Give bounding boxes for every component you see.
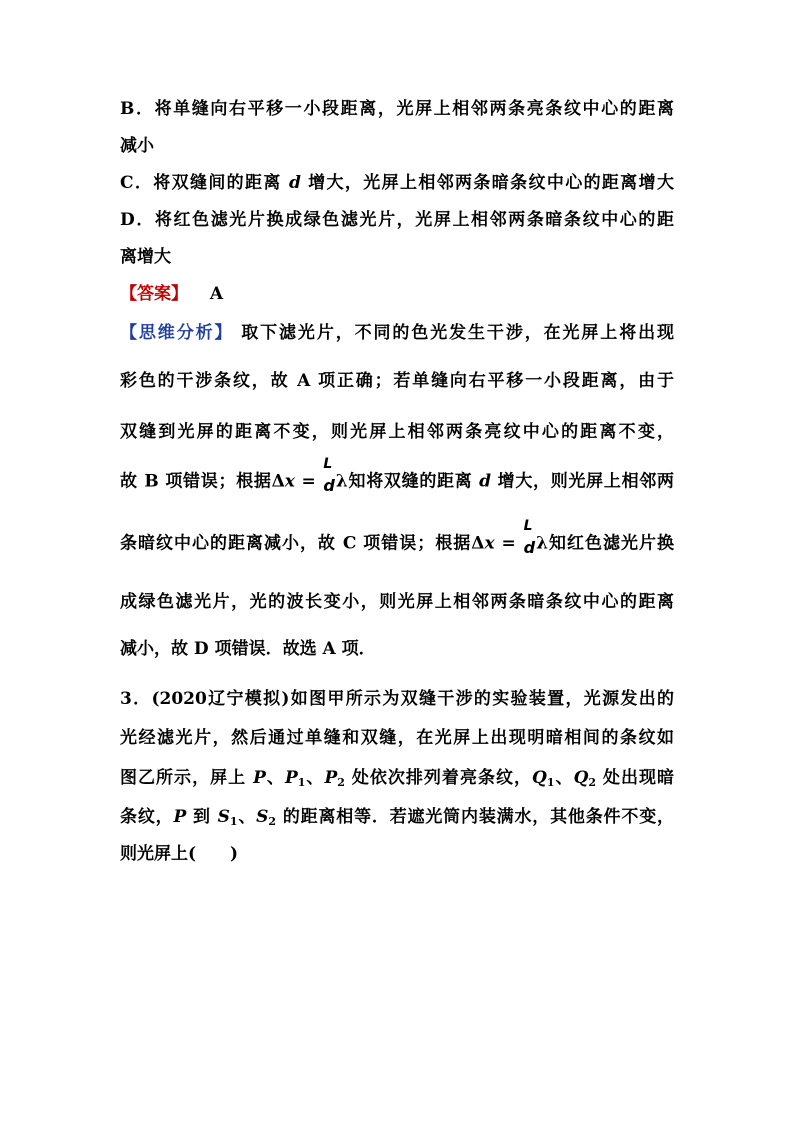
question3-text-3b: 处依次排列着亮条纹， (344, 768, 533, 788)
question3-line1 (120, 688, 674, 710)
question-number: 3．(2020 (120, 689, 207, 709)
subscript-2: 2 (268, 815, 277, 828)
question3-text-1: )如图甲所示为双缝干涉的实验装置，光源发出的 (281, 689, 675, 709)
question3-text-4a: 条纹， (120, 807, 174, 827)
subscript-1: 1 (546, 776, 555, 789)
analysis-line3: 双缝到光屏的距离不变，则光屏上相邻两条亮纹中心的距离不变， (120, 422, 674, 442)
option-d-line2: 离增大 (120, 247, 171, 267)
var-q: Q (532, 768, 547, 788)
question3-line2: 光经滤光片，然后通过单缝和双缝，在光屏上出现明暗相间的条纹如 (120, 728, 674, 748)
analysis-text-4c: 增大，则光屏上相邻两 (490, 471, 674, 492)
var-p: P (284, 768, 298, 788)
fraction-numerator: L (523, 518, 533, 534)
var-d: d (289, 173, 301, 193)
var-d: d (479, 471, 491, 492)
var-p: P (324, 768, 338, 788)
analysis-line6: 成绿色滤光片，光的波长变小，则光屏上相邻两条暗条纹中心的距离 (120, 592, 674, 612)
fraction-denominator: d (323, 476, 335, 495)
analysis-tag: 【思维分析】 (120, 323, 234, 343)
fraction-l-over-d (323, 456, 334, 494)
equals-sign: = (294, 471, 323, 492)
var-s: S (256, 807, 269, 827)
analysis-line1 (120, 322, 674, 344)
question3-text-3a: 图乙所示，屏上 (120, 768, 254, 788)
question3-text-4b: 到 (186, 807, 218, 827)
subscript-1: 1 (297, 776, 306, 789)
option-b-line1: B．将单缝向右平移一小段距离，光屏上相邻两条亮条纹中心的距离 (120, 99, 674, 119)
answer-row (120, 283, 223, 305)
analysis-line7: 减小，故 D 项错误．故选 A 项． (120, 639, 376, 659)
var-p: P (173, 807, 187, 827)
fraction-denominator: d (523, 538, 536, 557)
analysis-line4 (120, 456, 674, 495)
var-s: S (217, 807, 230, 827)
question3-text-4c: 的距离相等．若遮光筒内装满水，其他条件不变， (276, 807, 675, 827)
fraction-l-over-d (524, 518, 535, 556)
analysis-line5 (120, 518, 675, 557)
separator: 、 (305, 768, 325, 788)
question3-line4 (120, 806, 674, 828)
subscript-2: 2 (588, 776, 597, 789)
var-x: x (484, 533, 495, 554)
option-b-line2: 减小 (120, 136, 154, 156)
option-c-text-b: 增大，光屏上相邻两条暗条纹中心的距离增大 (300, 173, 674, 193)
analysis-text-4b: λ知将双缝的距离 (335, 471, 480, 492)
source-tag: 辽宁模拟 (206, 689, 282, 709)
separator: 、 (554, 768, 574, 788)
answer-value: A (209, 284, 224, 304)
analysis-line2: 彩色的干涉条纹，故 A 项正确；若单缝向右平移一小段距离，由于 (120, 371, 674, 391)
separator: 、 (237, 807, 257, 827)
option-c (120, 172, 674, 194)
equals-sign: = (494, 533, 523, 554)
analysis-text-4a: 故 B 项错误；根据Δ (120, 471, 285, 492)
option-c-text-a: C．将双缝间的距离 (120, 173, 290, 193)
var-q: Q (573, 768, 589, 788)
question3-line5: 则光屏上( ) (120, 844, 239, 864)
var-p: P (253, 768, 266, 788)
question3-text-3c: 处出现暗 (596, 768, 675, 788)
var-x: x (284, 471, 295, 492)
fraction-numerator: L (323, 456, 333, 472)
subscript-1: 1 (229, 815, 238, 828)
analysis-text-1: 取下滤光片，不同的色光发生干涉，在光屏上将出现 (233, 323, 675, 343)
subscript-2: 2 (337, 776, 345, 789)
separator: 、 (265, 768, 285, 788)
analysis-text-5b: λ知红色滤光片换 (536, 533, 675, 554)
answer-tag: 【答案】 (120, 284, 188, 304)
question3-line3 (120, 767, 674, 789)
option-d-line1: D．将红色滤光片换成绿色滤光片，光屏上相邻两条暗条纹中心的距 (120, 210, 674, 230)
analysis-text-5a: 条暗纹中心的距离减小，故 C 项错误；根据Δ (120, 533, 485, 554)
